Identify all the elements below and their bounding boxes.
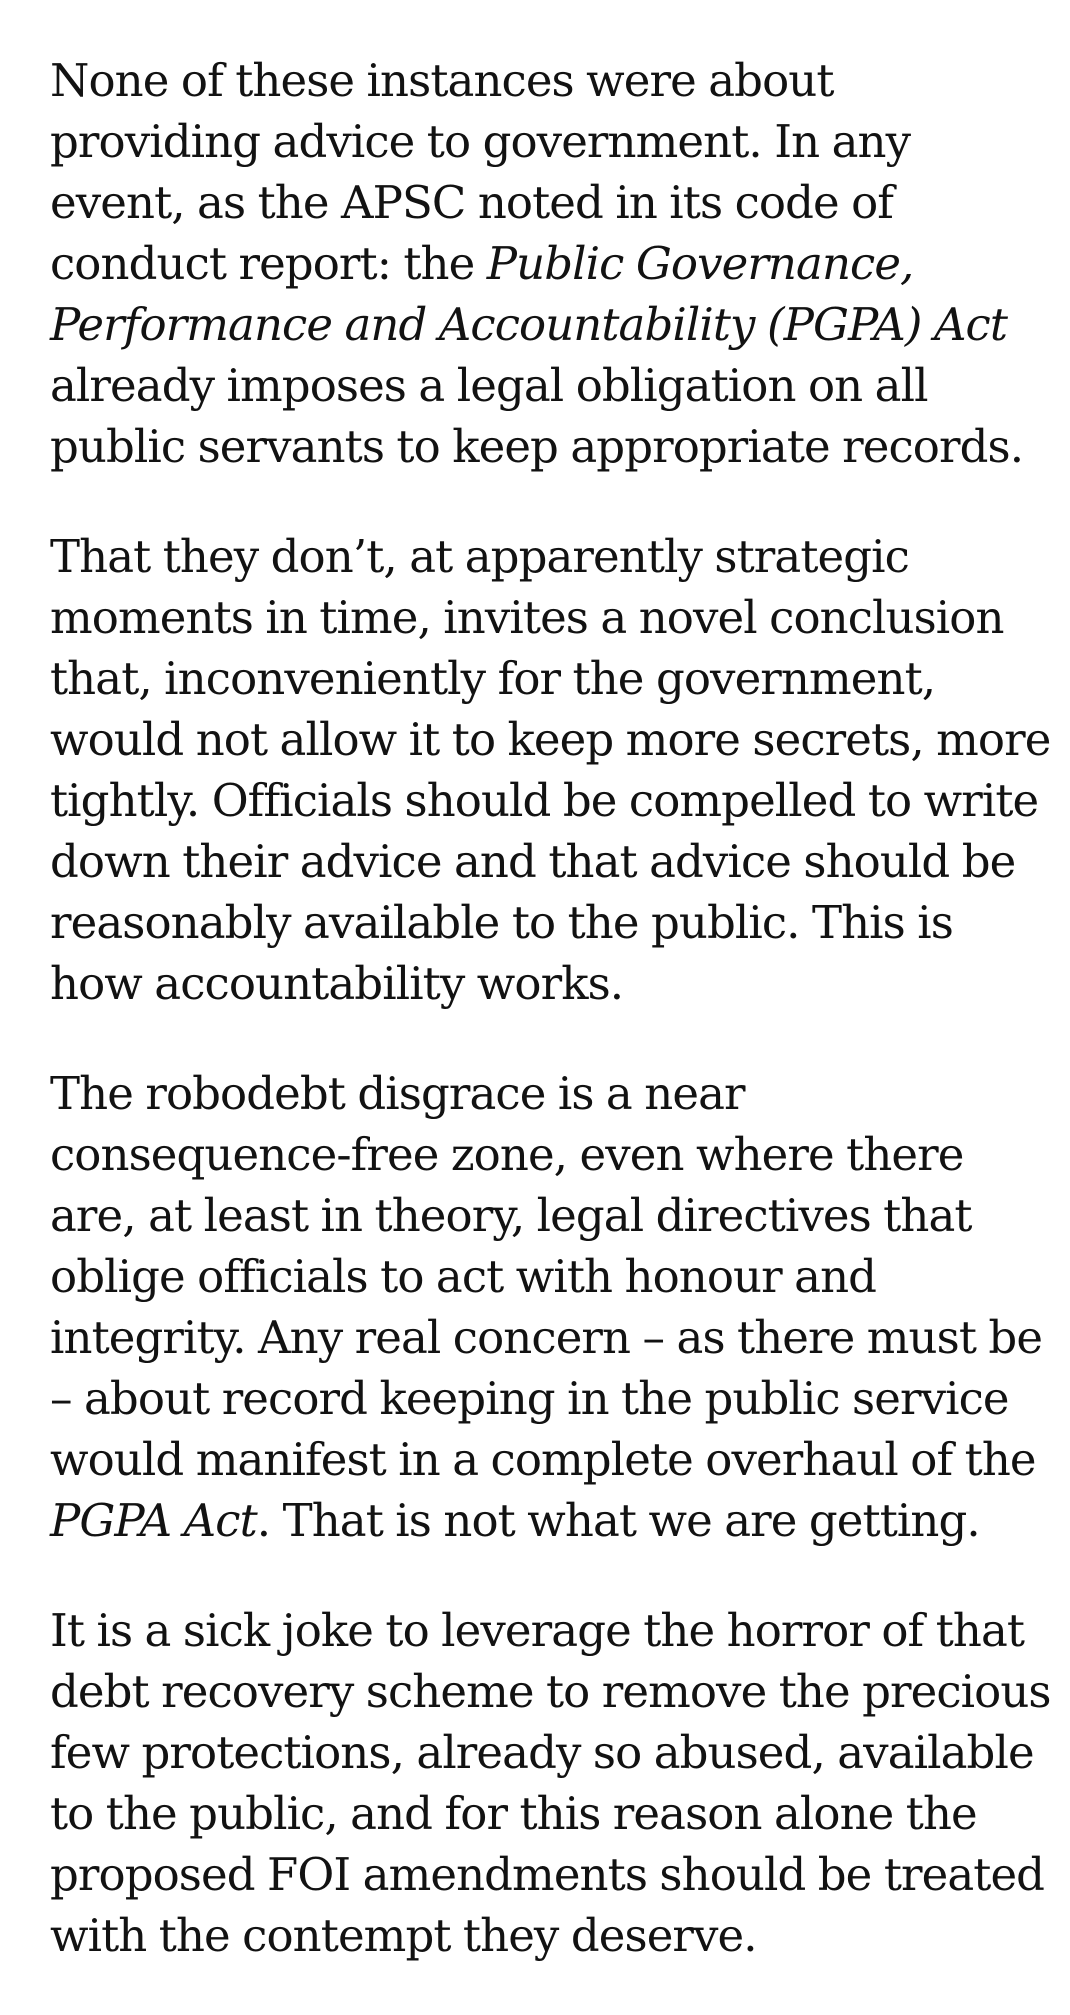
text-line: [50, 892, 1050, 953]
text-line: [50, 355, 1050, 416]
text-line: [50, 1063, 1050, 1124]
text-line: [50, 172, 1050, 233]
text-segment: oblige officials to act with honour and: [50, 1250, 877, 1303]
text-line: [50, 1661, 1050, 1722]
text-segment: would not allow it to keep more secrets, more: [50, 713, 1051, 766]
paragraph-3: [50, 1063, 1050, 1551]
text-segment: event, as the APSC noted in its code of: [50, 176, 894, 229]
text-segment: The robodebt disgrace is a near: [50, 1067, 745, 1120]
text-line: [50, 1844, 1050, 1905]
text-segment: public servants to keep appropriate records.: [50, 420, 1024, 473]
text-line: [50, 1429, 1050, 1490]
text-line: [50, 233, 1050, 294]
text-segment: consequence-free zone, even where there: [50, 1128, 964, 1181]
text-line: [50, 1307, 1050, 1368]
text-segment: that, inconveniently for the government,: [50, 652, 936, 705]
text-line: [50, 1722, 1050, 1783]
text-segment: already imposes a legal obligation on all: [50, 359, 928, 412]
text-segment: down their advice and that advice should be: [50, 835, 1016, 888]
text-segment: moments in time, invites a novel conclusion: [50, 591, 1004, 644]
italic-text: Performance and Accountability (PGPA) Act: [50, 298, 1008, 351]
text-segment: few protections, already so abused, available: [50, 1726, 1034, 1779]
text-line: [50, 526, 1050, 587]
paragraph-4: [50, 1600, 1050, 1966]
text-segment: – about record keeping in the public service: [50, 1372, 1009, 1425]
text-line: [50, 587, 1050, 648]
text-segment: proposed FOI amendments should be treated: [50, 1848, 1045, 1901]
text-line: [50, 416, 1050, 477]
text-segment: tightly. Officials should be compelled to write: [50, 774, 1039, 827]
text-segment: It is a sick joke to leverage the horror of that: [50, 1604, 1025, 1657]
text-segment: . That is not what we are getting.: [256, 1494, 980, 1547]
text-line: [50, 770, 1050, 831]
text-segment: to the public, and for this reason alone the: [50, 1787, 977, 1840]
text-line: [50, 831, 1050, 892]
article-body: [50, 50, 1050, 2015]
text-line: [50, 1783, 1050, 1844]
text-line: [50, 294, 1050, 355]
italic-text: Public Governance,: [486, 237, 914, 290]
text-line: [50, 50, 1050, 111]
text-segment: None of these instances were about: [50, 54, 834, 107]
text-line: [50, 1368, 1050, 1429]
text-segment: debt recovery scheme to remove the precious: [50, 1665, 1051, 1718]
text-line: [50, 1246, 1050, 1307]
text-line: [50, 1490, 1050, 1551]
text-line: [50, 1185, 1050, 1246]
text-segment: That they don’t, at apparently strategic: [50, 530, 909, 583]
text-segment: how accountability works.: [50, 957, 624, 1010]
text-segment: with the contempt they deserve.: [50, 1909, 757, 1962]
text-line: [50, 1905, 1050, 1966]
paragraph-1: [50, 50, 1050, 477]
text-segment: integrity. Any real concern – as there must be: [50, 1311, 1043, 1364]
text-segment: are, at least in theory, legal directives that: [50, 1189, 972, 1242]
paragraph-2: [50, 526, 1050, 1014]
text-segment: would manifest in a complete overhaul of the: [50, 1433, 1036, 1486]
text-line: [50, 111, 1050, 172]
text-line: [50, 648, 1050, 709]
italic-text: PGPA Act: [50, 1494, 257, 1547]
text-line: [50, 953, 1050, 1014]
text-segment: conduct report: the: [50, 237, 487, 290]
text-segment: providing advice to government. In any: [50, 115, 911, 168]
text-line: [50, 1124, 1050, 1185]
text-line: [50, 1600, 1050, 1661]
text-line: [50, 709, 1050, 770]
text-segment: reasonably available to the public. This is: [50, 896, 953, 949]
